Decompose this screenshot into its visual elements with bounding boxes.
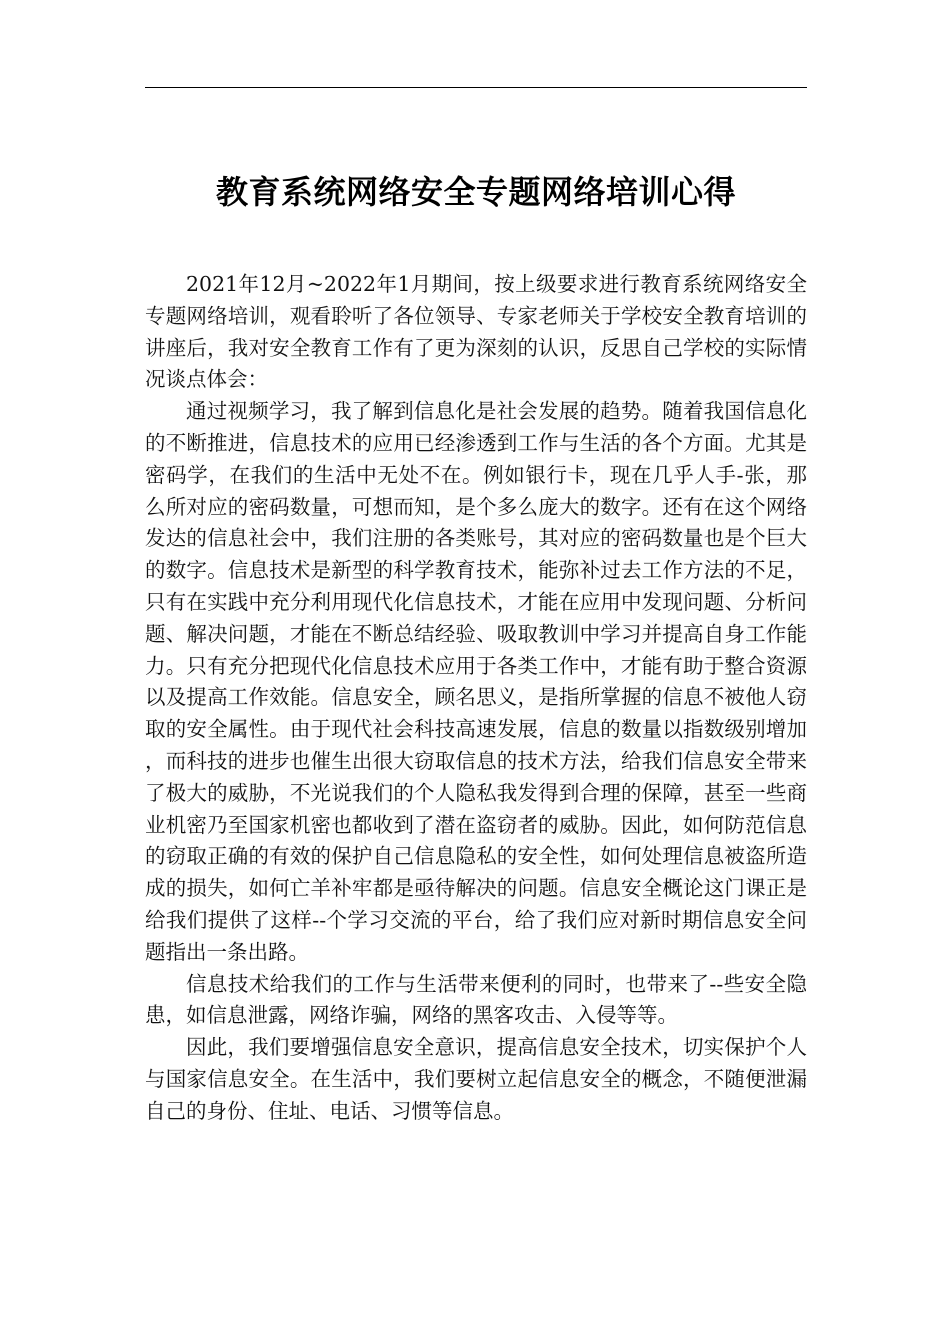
document-body	[145, 269, 807, 1128]
body-paragraph: 信息技术给我们的工作与生活带来便利的同时，也带来了--些安全隐患，如信息泄露，网络诈骗，网络的黑客攻击、入侵等等。	[145, 971, 807, 1028]
document-title: 教育系统网络安全专题网络培训心得	[215, 173, 736, 211]
header-rule	[145, 87, 807, 88]
intro-paragraph: 2021年12月~2022年1月期间，按上级要求进行教育系统网络安全专题网络培训，观看聆听了各位领导、专家老师关于学校安全教育培训的讲座后，我对安全教育工作有了更为深刻的认识，反思自己学校的实际情况谈点体会：	[145, 272, 807, 392]
body-paragraph: 通过视频学习，我了解到信息化是社会发展的趋势。随着我国信息化的不断推进，信息技术的应用已经渗透到工作与生活的各个方面。尤其是密码学，在我们的生活中无处不在。例如银行卡，现在几乎人手-张，那么所对应的密码数量，可想而知，是个多么庞大的数字。还有在这个网络发达的信息社会中，我们注册的各类账号，其对应的密码数量也是个巨大的数字。信息技术是新型的科学教育技术，能弥补过去工作方法的不足，只有在实践中充分利用现代化信息技术，才能在应用中发现问题、分析问题、解决问题，才能在不断总结经验、吸取教训中学习并提高自身工作能力。只有充分把现代化信息技术应用于各类工作中，才能有助于整合资源以及提高工作效能。信息安全，顾名思义，是指所掌握的信息不被他人窃取的安全属性。由于现代社会科技高速发展，信息的数量以指数级别增加，而科技的进步也催生出很大窃取信息的技术方法，给我们信息安全带来了极大的威胁，不光说我们的个人隐私我发得到合理的保障，甚至一些商业机密乃至国家机密也都收到了潜在盗窃者的威胁。因此，如何防范信息的窃取正确的有效的保护自己信息隐私的安全性，如何处理信息被盗所造成的损失，如何亡羊补牢都是亟待解决的问题。信息安全概论这门课正是给我们提供了这样--个学习交流的平台，给了我们应对新时期信息安全问题指出一条出路。	[145, 399, 807, 964]
body-paragraph: 因此，我们要增强信息安全意识，提高信息安全技术，切实保护个人与国家信息安全。在生活中，我们要树立起信息安全的概念，不随便泄漏自己的身份、住址、电话、习惯等信息。	[145, 1035, 807, 1123]
